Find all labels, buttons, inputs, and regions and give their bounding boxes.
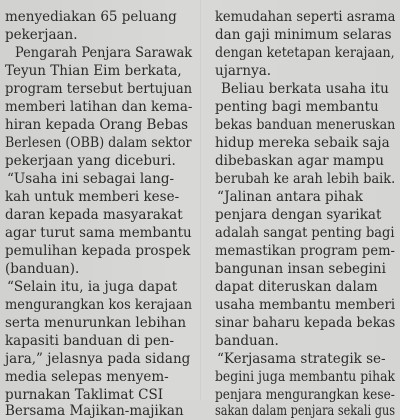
article-line: hidup mereka sebaik saja bbox=[215, 135, 390, 151]
article-line: dan gaji minimum selaras bbox=[215, 27, 392, 43]
article-line: penting bagi membantu bbox=[215, 99, 379, 115]
article-line: usaha membantu memberi bbox=[215, 297, 396, 313]
article-line: purnakan Taklimat CSI bbox=[5, 387, 164, 403]
article-line: jara,” jelasnya pada sidang bbox=[5, 351, 191, 367]
article-line: hiran kepada Orang Bebas bbox=[5, 117, 189, 133]
article-line: dengan ketetapan kerajaan, bbox=[215, 45, 395, 61]
article-line: Berlesen (OBB) dalam sektor bbox=[5, 135, 192, 151]
article-line: pekerjaan. bbox=[5, 27, 78, 43]
article-line: Beliau berkata usaha itu bbox=[221, 81, 389, 97]
article-line: (banduan). bbox=[5, 261, 80, 277]
article-line: Bersama Majikan-majikan bbox=[5, 403, 184, 419]
article-line: penjara dengan syarikat bbox=[215, 207, 382, 223]
article-line: adalah sangat penting bagi bbox=[215, 225, 395, 241]
article-line: penjara mengurangkan kese- bbox=[215, 387, 395, 403]
article-line: “Selain itu, ia juga dapat bbox=[7, 279, 178, 295]
article-line: program tersebut bertujuan bbox=[5, 81, 193, 97]
article-line: memberi latihan dan kema- bbox=[5, 99, 193, 115]
article-line: daran kepada masyarakat bbox=[5, 207, 183, 223]
article-line: serta menurunkan lebihan bbox=[5, 315, 187, 331]
article-line: kah untuk memberi kese- bbox=[5, 189, 180, 205]
article-line: pemulihan kepada prospek bbox=[5, 243, 191, 259]
article-line: dibebaskan agar mampu bbox=[215, 153, 384, 169]
article-line: kemudahan seperti asrama bbox=[215, 9, 396, 25]
article-line: “Kerjasama strategik se- bbox=[217, 351, 386, 367]
article-line: sakan dalam penjara sekali gus bbox=[215, 403, 396, 419]
article-line: Teyun Thian Eim berkata, bbox=[5, 63, 182, 79]
article-line: media selepas menyem- bbox=[5, 369, 169, 385]
article-line: begini juga membantu pihak bbox=[215, 369, 396, 385]
article-line: berubah ke arah lebih baik. bbox=[215, 171, 396, 187]
article-line: bekas banduan meneruskan bbox=[215, 117, 396, 133]
article-line: kapasiti banduan di pen- bbox=[5, 333, 175, 349]
article-line: sinar baharu kepada bekas bbox=[215, 315, 396, 331]
article-line: Pengarah Penjara Sarawak bbox=[15, 45, 193, 61]
column-gutter bbox=[200, 0, 201, 400]
article-line: agar turut sama membantu bbox=[5, 225, 192, 241]
article-line: ujarnya. bbox=[215, 63, 272, 79]
article-line: mengurangkan kos kerajaan bbox=[5, 297, 193, 313]
article-line: bangunan insan sebegini bbox=[215, 261, 386, 277]
article-line: pekerjaan yang diceburi. bbox=[5, 153, 176, 169]
article-line: menyediakan 65 peluang bbox=[5, 9, 177, 25]
article-line: “Usaha ini sebagai lang- bbox=[7, 171, 175, 187]
article-line: dapat diteruskan dalam bbox=[215, 279, 378, 295]
article-line: “Jalinan antara pihak bbox=[217, 189, 363, 205]
article-line: banduan. bbox=[215, 333, 279, 349]
article-line: memastikan program pem- bbox=[215, 243, 395, 259]
